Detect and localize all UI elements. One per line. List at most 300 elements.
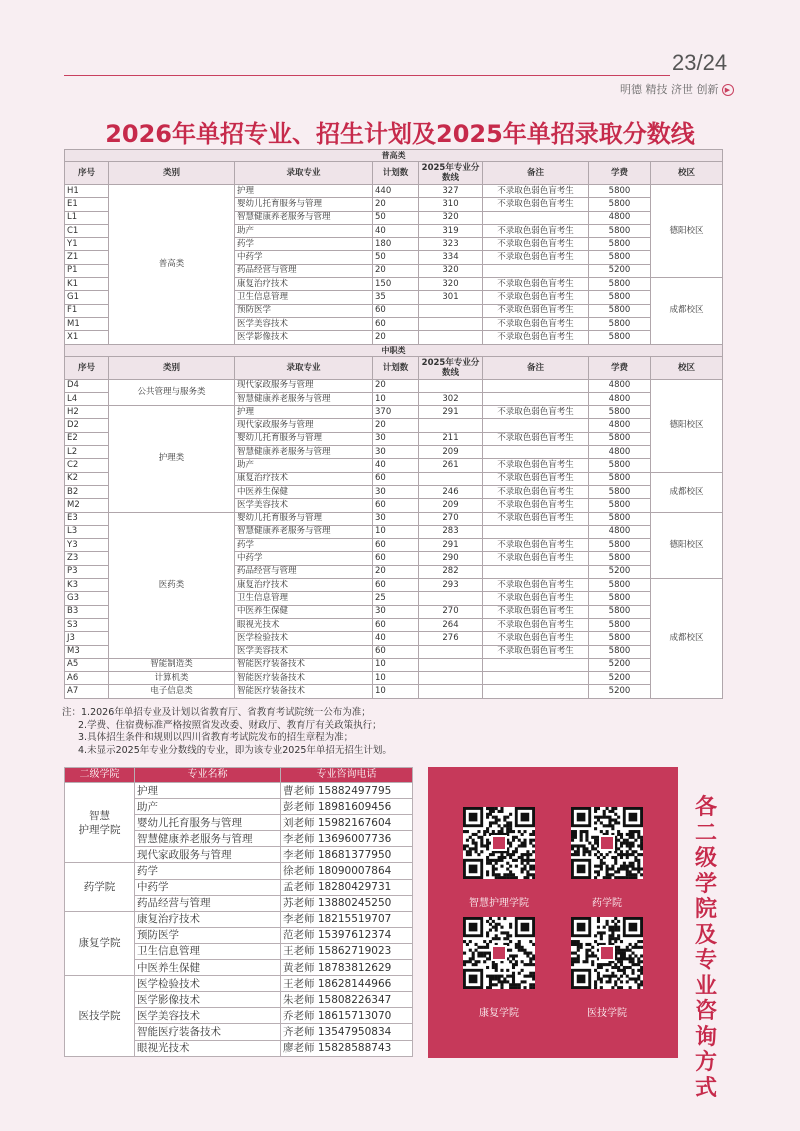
row-plan: 60	[373, 317, 419, 330]
consult-major: 医学检验技术	[135, 976, 281, 992]
row-score: 270	[419, 605, 483, 618]
page-number: 23/24	[672, 50, 728, 75]
school-name: 智慧 护理学院	[65, 783, 135, 863]
row-note	[483, 565, 589, 578]
consult-row	[65, 783, 413, 799]
consult-row	[65, 976, 413, 992]
row-note	[483, 264, 589, 277]
row-id: C1	[65, 224, 109, 237]
column-header: 计划数	[373, 356, 419, 379]
table-row	[65, 658, 723, 671]
row-note: 不录取色弱色盲考生	[483, 605, 589, 618]
row-fee: 5800	[589, 605, 651, 618]
row-plan: 30	[373, 485, 419, 498]
row-plan: 10	[373, 525, 419, 538]
vertical-title-char: 级	[694, 846, 717, 871]
row-fee: 5800	[589, 552, 651, 565]
row-plan: 10	[373, 392, 419, 405]
row-fee: 5800	[589, 185, 651, 198]
row-score: 301	[419, 291, 483, 304]
row-id: A6	[65, 672, 109, 685]
row-plan: 60	[373, 304, 419, 317]
note-line: 2.学费、住宿费标准严格按照省发改委、财政厅、教育厅有关政策执行；	[78, 719, 382, 731]
consult-phone: 李老师 18215519707	[281, 911, 413, 927]
row-note: 不录取色弱色盲考生	[483, 432, 589, 445]
section-gaozhong: 普高类	[65, 150, 723, 162]
consult-phone: 孟老师 18280429731	[281, 879, 413, 895]
row-major: 中药学	[235, 251, 373, 264]
row-major: 医学美容技术	[235, 499, 373, 512]
row-fee: 5800	[589, 432, 651, 445]
row-fee: 4800	[589, 419, 651, 432]
row-score	[419, 317, 483, 330]
qr-code-nursing[interactable]	[463, 807, 535, 879]
row-fee: 5800	[589, 632, 651, 645]
row-id: L1	[65, 211, 109, 224]
row-major: 智慧健康养老服务与管理	[235, 525, 373, 538]
row-major: 中药学	[235, 552, 373, 565]
row-score	[419, 472, 483, 485]
consult-major: 药品经营与管理	[135, 895, 281, 911]
row-plan: 60	[373, 645, 419, 658]
row-note: 不录取色弱色盲考生	[483, 304, 589, 317]
row-score	[419, 304, 483, 317]
row-category: 计算机类	[109, 672, 235, 685]
row-plan: 20	[373, 198, 419, 211]
row-major: 医学影像技术	[235, 331, 373, 344]
consult-header-phone: 专业咨询电话	[281, 768, 413, 783]
consult-major: 智能医疗装备技术	[135, 1024, 281, 1040]
row-major: 智慧健康养老服务与管理	[235, 446, 373, 459]
consult-major: 医学美容技术	[135, 1008, 281, 1024]
vertical-title	[686, 795, 726, 1101]
row-major: 婴幼儿托育服务与管理	[235, 512, 373, 525]
row-fee: 5800	[589, 485, 651, 498]
row-category: 护理类	[109, 406, 235, 512]
row-plan: 25	[373, 592, 419, 605]
row-plan: 30	[373, 605, 419, 618]
vertical-title-char: 院	[694, 897, 717, 922]
consult-major: 医学影像技术	[135, 992, 281, 1008]
qr-pattern	[571, 807, 643, 879]
row-score	[419, 419, 483, 432]
row-note: 不录取色弱色盲考生	[483, 317, 589, 330]
row-id: S3	[65, 618, 109, 631]
row-fee: 5800	[589, 618, 651, 631]
row-fee: 5800	[589, 291, 651, 304]
table-row	[65, 406, 723, 419]
slogan	[620, 81, 734, 97]
row-fee: 5800	[589, 331, 651, 344]
row-plan: 10	[373, 672, 419, 685]
row-id: M2	[65, 499, 109, 512]
consult-phone: 朱老师 15808226347	[281, 992, 413, 1008]
row-score: 282	[419, 565, 483, 578]
consult-phone: 范老师 15397612374	[281, 927, 413, 943]
row-score	[419, 592, 483, 605]
row-plan: 60	[373, 579, 419, 592]
row-score: 320	[419, 278, 483, 291]
consult-row	[65, 911, 413, 927]
consult-phone: 齐老师 13547950834	[281, 1024, 413, 1040]
row-major: 预防医学	[235, 304, 373, 317]
row-campus: 成都校区	[651, 579, 723, 699]
consult-phone: 刘老师 15982167604	[281, 815, 413, 831]
row-score: 276	[419, 632, 483, 645]
consult-major: 眼视光技术	[135, 1040, 281, 1056]
header-row-zhongzhi	[65, 356, 723, 379]
column-header: 备注	[483, 356, 589, 379]
school-name: 医技学院	[65, 976, 135, 1056]
header-rule	[64, 75, 670, 76]
row-id: E2	[65, 432, 109, 445]
row-fee: 5800	[589, 472, 651, 485]
row-campus: 成都校区	[651, 472, 723, 512]
row-note	[483, 211, 589, 224]
row-score: 291	[419, 539, 483, 552]
row-plan: 30	[373, 446, 419, 459]
qr-code-medtech[interactable]	[571, 917, 643, 989]
consult-major: 护理	[135, 783, 281, 799]
consult-phone: 彭老师 18981609456	[281, 799, 413, 815]
row-fee: 5800	[589, 278, 651, 291]
row-major: 药品经营与管理	[235, 565, 373, 578]
row-fee: 5800	[589, 512, 651, 525]
row-id: G1	[65, 291, 109, 304]
row-fee: 5800	[589, 198, 651, 211]
row-score: 209	[419, 446, 483, 459]
row-major: 眼视光技术	[235, 618, 373, 631]
row-score: 320	[419, 264, 483, 277]
row-id: X1	[65, 331, 109, 344]
row-score	[419, 645, 483, 658]
row-major: 婴幼儿托育服务与管理	[235, 198, 373, 211]
row-campus: 成都校区	[651, 278, 723, 344]
school-name: 康复学院	[65, 911, 135, 975]
consult-phone: 廖老师 15828588743	[281, 1040, 413, 1056]
vertical-title-char: 业	[694, 973, 717, 999]
row-id: J3	[65, 632, 109, 645]
row-plan: 60	[373, 618, 419, 631]
row-major: 康复治疗技术	[235, 278, 373, 291]
row-major: 医学检验技术	[235, 632, 373, 645]
row-note	[483, 525, 589, 538]
row-plan: 60	[373, 472, 419, 485]
row-major: 医学美容技术	[235, 645, 373, 658]
note-line: 注：1.2026年单招专业及计划以省教育厅、省教育考试院统一公布为准；	[62, 707, 371, 718]
row-plan: 180	[373, 238, 419, 251]
table-row	[65, 672, 723, 685]
row-score: 261	[419, 459, 483, 472]
vertical-title-char: 专	[694, 948, 717, 973]
row-score: 246	[419, 485, 483, 498]
row-score	[419, 331, 483, 344]
row-score: 270	[419, 512, 483, 525]
row-fee: 5200	[589, 565, 651, 578]
consult-phone: 李老师 18681377950	[281, 847, 413, 863]
row-score: 209	[419, 499, 483, 512]
section-zhongzhi-row	[65, 344, 723, 356]
row-id: K3	[65, 579, 109, 592]
row-plan: 40	[373, 459, 419, 472]
row-fee: 5800	[589, 539, 651, 552]
row-campus: 德阳校区	[651, 512, 723, 578]
row-score	[419, 379, 483, 392]
consult-phone: 苏老师 13880245250	[281, 895, 413, 911]
row-id: A5	[65, 658, 109, 671]
row-plan: 20	[373, 419, 419, 432]
row-major: 助产	[235, 459, 373, 472]
qr-label-nursing: 智慧护理学院	[469, 898, 529, 909]
row-plan: 10	[373, 658, 419, 671]
qr-pattern	[463, 807, 535, 879]
qr-code-rehab[interactable]	[463, 917, 535, 989]
row-plan: 20	[373, 565, 419, 578]
note-line: 4.未显示2025年专业分数线的专业，即为该专业2025年单招无招生计划。	[78, 744, 392, 756]
row-id: B2	[65, 485, 109, 498]
table-row	[65, 379, 723, 392]
row-plan: 150	[373, 278, 419, 291]
column-header: 校区	[651, 162, 723, 185]
row-id: Z1	[65, 251, 109, 264]
row-note	[483, 446, 589, 459]
row-id: L3	[65, 525, 109, 538]
row-id: B3	[65, 605, 109, 618]
row-note: 不录取色弱色盲考生	[483, 499, 589, 512]
row-id: A7	[65, 685, 109, 698]
row-id: G3	[65, 592, 109, 605]
consult-phone: 乔老师 18615713070	[281, 1008, 413, 1024]
row-fee: 5800	[589, 251, 651, 264]
qr-label-rehab: 康复学院	[479, 1008, 519, 1019]
vertical-title-char: 学	[694, 871, 717, 897]
arrow-right-icon: ▶	[722, 84, 734, 96]
row-note: 不录取色弱色盲考生	[483, 539, 589, 552]
row-id: P1	[65, 264, 109, 277]
row-note	[483, 392, 589, 405]
vertical-title-char: 式	[694, 1075, 717, 1101]
row-category: 智能制造类	[109, 658, 235, 671]
row-category: 公共管理与服务类	[109, 379, 235, 406]
vertical-title-char: 方	[694, 1050, 717, 1075]
row-note: 不录取色弱色盲考生	[483, 459, 589, 472]
row-note: 不录取色弱色盲考生	[483, 579, 589, 592]
row-plan: 40	[373, 224, 419, 237]
column-header: 校区	[651, 356, 723, 379]
qr-label-medtech: 医技学院	[587, 1008, 627, 1019]
row-major: 现代家政服务与管理	[235, 379, 373, 392]
consult-phone: 黄老师 18783812629	[281, 960, 413, 976]
row-note: 不录取色弱色盲考生	[483, 485, 589, 498]
row-fee: 5200	[589, 658, 651, 671]
column-header: 序号	[65, 356, 109, 379]
row-note	[483, 672, 589, 685]
consult-table	[64, 767, 413, 1057]
note-line: 3.具体招生条件和规则以四川省教育考试院发布的招生章程为准；	[78, 732, 354, 743]
row-major: 康复治疗技术	[235, 579, 373, 592]
consult-major: 预防医学	[135, 927, 281, 943]
row-fee: 5800	[589, 579, 651, 592]
row-note	[483, 419, 589, 432]
row-note: 不录取色弱色盲考生	[483, 512, 589, 525]
row-score	[419, 672, 483, 685]
row-major: 药学	[235, 539, 373, 552]
row-major: 智慧健康养老服务与管理	[235, 211, 373, 224]
column-header: 备注	[483, 162, 589, 185]
row-score: 310	[419, 198, 483, 211]
row-plan: 60	[373, 539, 419, 552]
section-zhongzhi: 中职类	[65, 344, 723, 356]
row-score: 211	[419, 432, 483, 445]
row-fee: 5800	[589, 499, 651, 512]
vertical-title-char: 二	[694, 820, 717, 846]
row-major: 医学美容技术	[235, 317, 373, 330]
row-fee: 4800	[589, 525, 651, 538]
row-note	[483, 685, 589, 698]
row-id: M3	[65, 645, 109, 658]
row-fee: 5800	[589, 592, 651, 605]
row-major: 中医养生保健	[235, 485, 373, 498]
row-major: 智能医疗装备技术	[235, 685, 373, 698]
row-major: 卫生信息管理	[235, 592, 373, 605]
consult-major: 现代家政服务与管理	[135, 847, 281, 863]
row-id: E3	[65, 512, 109, 525]
row-major: 药学	[235, 238, 373, 251]
column-header: 类别	[109, 356, 235, 379]
column-header: 计划数	[373, 162, 419, 185]
header-row-gaozhong	[65, 162, 723, 185]
consult-major: 助产	[135, 799, 281, 815]
qr-code-pharmacy[interactable]	[571, 807, 643, 879]
row-fee: 5800	[589, 304, 651, 317]
column-header: 2025年专业分数线	[419, 162, 483, 185]
row-major: 智能医疗装备技术	[235, 658, 373, 671]
row-note: 不录取色弱色盲考生	[483, 632, 589, 645]
row-score: 302	[419, 392, 483, 405]
row-plan: 30	[373, 512, 419, 525]
row-major: 康复治疗技术	[235, 472, 373, 485]
row-note: 不录取色弱色盲考生	[483, 592, 589, 605]
row-plan: 30	[373, 432, 419, 445]
row-major: 智能医疗装备技术	[235, 672, 373, 685]
row-fee: 5800	[589, 459, 651, 472]
row-id: D2	[65, 419, 109, 432]
row-note: 不录取色弱色盲考生	[483, 238, 589, 251]
row-plan: 60	[373, 499, 419, 512]
column-header: 学费	[589, 162, 651, 185]
row-plan: 50	[373, 251, 419, 264]
row-note: 不录取色弱色盲考生	[483, 645, 589, 658]
row-id: C2	[65, 459, 109, 472]
vertical-title-char: 询	[694, 1024, 717, 1050]
row-id: M1	[65, 317, 109, 330]
row-note: 不录取色弱色盲考生	[483, 331, 589, 344]
row-score: 290	[419, 552, 483, 565]
column-header: 序号	[65, 162, 109, 185]
row-note: 不录取色弱色盲考生	[483, 618, 589, 631]
row-plan: 35	[373, 291, 419, 304]
consult-major: 中医养生保健	[135, 960, 281, 976]
consult-major: 康复治疗技术	[135, 911, 281, 927]
row-note: 不录取色弱色盲考生	[483, 185, 589, 198]
vertical-title-char: 咨	[694, 999, 717, 1024]
table-row	[65, 512, 723, 525]
row-fee: 5800	[589, 317, 651, 330]
consult-row	[65, 863, 413, 879]
table-row	[65, 685, 723, 698]
consult-major: 婴幼儿托育服务与管理	[135, 815, 281, 831]
row-score: 320	[419, 211, 483, 224]
row-note: 不录取色弱色盲考生	[483, 198, 589, 211]
consult-phone: 李老师 13696007736	[281, 831, 413, 847]
row-id: Y1	[65, 238, 109, 251]
row-fee: 5200	[589, 685, 651, 698]
row-fee: 4800	[589, 379, 651, 392]
consult-phone: 曹老师 15882497795	[281, 783, 413, 799]
column-header: 录取专业	[235, 356, 373, 379]
row-major: 护理	[235, 406, 373, 419]
consult-phone: 王老师 15862719023	[281, 943, 413, 959]
qr-pattern	[571, 917, 643, 989]
slogan-text: 明德 精技 济世 创新	[620, 83, 719, 96]
row-fee: 5200	[589, 672, 651, 685]
row-fee: 5800	[589, 406, 651, 419]
column-header: 学费	[589, 356, 651, 379]
row-category: 医药类	[109, 512, 235, 658]
row-score: 319	[419, 224, 483, 237]
row-score: 283	[419, 525, 483, 538]
school-name: 药学院	[65, 863, 135, 911]
row-plan: 20	[373, 379, 419, 392]
vertical-title-char: 各	[694, 795, 717, 820]
page-title: 2026年单招专业、招生计划及2025年单招录取分数线	[105, 120, 695, 148]
column-header: 类别	[109, 162, 235, 185]
consult-major: 卫生信息管理	[135, 943, 281, 959]
row-fee: 4800	[589, 446, 651, 459]
row-id: E1	[65, 198, 109, 211]
row-score: 323	[419, 238, 483, 251]
row-campus: 德阳校区	[651, 185, 723, 278]
row-fee: 4800	[589, 392, 651, 405]
row-note: 不录取色弱色盲考生	[483, 278, 589, 291]
section-gaozhong-row	[65, 150, 723, 162]
consult-major: 智慧健康养老服务与管理	[135, 831, 281, 847]
consult-major: 中药学	[135, 879, 281, 895]
notes	[62, 707, 392, 757]
row-score	[419, 685, 483, 698]
row-major: 护理	[235, 185, 373, 198]
qr-pattern	[463, 917, 535, 989]
row-note: 不录取色弱色盲考生	[483, 472, 589, 485]
consult-header-school: 二级学院	[65, 768, 135, 783]
row-id: Y3	[65, 539, 109, 552]
row-score: 327	[419, 185, 483, 198]
row-plan: 60	[373, 552, 419, 565]
column-header: 录取专业	[235, 162, 373, 185]
row-note: 不录取色弱色盲考生	[483, 552, 589, 565]
row-major: 卫生信息管理	[235, 291, 373, 304]
row-plan: 440	[373, 185, 419, 198]
row-category: 普高类	[109, 185, 235, 345]
row-id: H2	[65, 406, 109, 419]
row-fee: 5800	[589, 238, 651, 251]
row-id: F1	[65, 304, 109, 317]
row-fee: 4800	[589, 211, 651, 224]
row-plan: 370	[373, 406, 419, 419]
row-major: 现代家政服务与管理	[235, 419, 373, 432]
row-major: 药品经营与管理	[235, 264, 373, 277]
row-note: 不录取色弱色盲考生	[483, 251, 589, 264]
